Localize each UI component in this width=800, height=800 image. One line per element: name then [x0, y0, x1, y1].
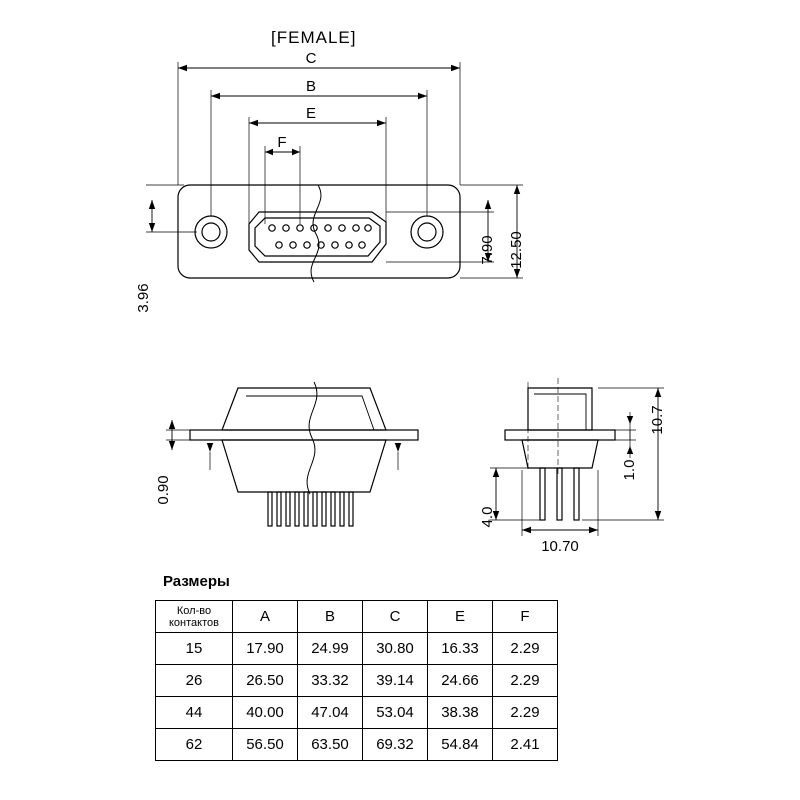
cell-a: 26.50 [233, 665, 298, 697]
cell-f: 2.29 [493, 697, 558, 729]
cell-c: 69.32 [363, 729, 428, 761]
drawing-title: [FEMALE] [271, 28, 357, 47]
dim-value-7-90: 7.90 [479, 235, 496, 265]
cell-f: 2.29 [493, 633, 558, 665]
header-cell-b: B [298, 601, 363, 633]
cell-count: 15 [156, 633, 233, 665]
cell-b: 33.32 [298, 665, 363, 697]
mounting-hole-left [195, 216, 227, 248]
end-flange-plate [505, 430, 615, 440]
cell-b: 63.50 [298, 729, 363, 761]
table-row [156, 729, 558, 761]
cell-c: 53.04 [363, 697, 428, 729]
table-row [156, 665, 558, 697]
side-flange-plate [190, 430, 418, 440]
cell-f: 2.41 [493, 729, 558, 761]
end-pin-legs [540, 468, 579, 520]
header-cell-count: Кол-во контактов [156, 601, 233, 633]
end-lower-body [522, 440, 598, 468]
header-cell-c: C [363, 601, 428, 633]
side-lower-body [222, 440, 386, 492]
cell-a: 17.90 [233, 633, 298, 665]
cell-e: 38.38 [428, 697, 493, 729]
table-row [156, 633, 558, 665]
side-pin-legs [268, 492, 353, 526]
cell-f: 2.29 [493, 665, 558, 697]
dim-value-0-90: 0.90 [155, 475, 172, 505]
dim-value-4-0: 4.0 [479, 506, 496, 528]
header-cell-f: F [493, 601, 558, 633]
table-header-row [156, 601, 558, 633]
table-row [156, 697, 558, 729]
dim-label-b: B [305, 78, 317, 95]
mounting-hole-right [411, 216, 443, 248]
cell-e: 24.66 [428, 665, 493, 697]
cell-count: 44 [156, 697, 233, 729]
dim-label-f: F [277, 134, 287, 151]
header-cell-e: E [428, 601, 493, 633]
cell-e: 16.33 [428, 633, 493, 665]
cell-count: 26 [156, 665, 233, 697]
dim-value-12-50: 12.50 [508, 231, 525, 269]
dim-value-10-7: 10.7 [649, 405, 666, 435]
cell-a: 40.00 [233, 697, 298, 729]
dim-label-c: C [305, 50, 317, 67]
cell-b: 47.04 [298, 697, 363, 729]
dim-value-10-70: 10.70 [541, 538, 579, 555]
cell-c: 30.80 [363, 633, 428, 665]
cell-e: 54.84 [428, 729, 493, 761]
header-cell-a: A [233, 601, 298, 633]
dimensions-table [155, 600, 558, 761]
side-upper-shroud [222, 388, 386, 430]
cell-a: 56.50 [233, 729, 298, 761]
dim-value-1-0: 1.0 [621, 459, 638, 481]
dim-value-3-96: 3.96 [135, 283, 152, 313]
cell-count: 62 [156, 729, 233, 761]
pin-array [269, 225, 371, 248]
dimensions-table-title: Размеры [163, 573, 230, 590]
cell-c: 39.14 [363, 665, 428, 697]
cell-b: 24.99 [298, 633, 363, 665]
dim-label-e: E [305, 105, 317, 122]
